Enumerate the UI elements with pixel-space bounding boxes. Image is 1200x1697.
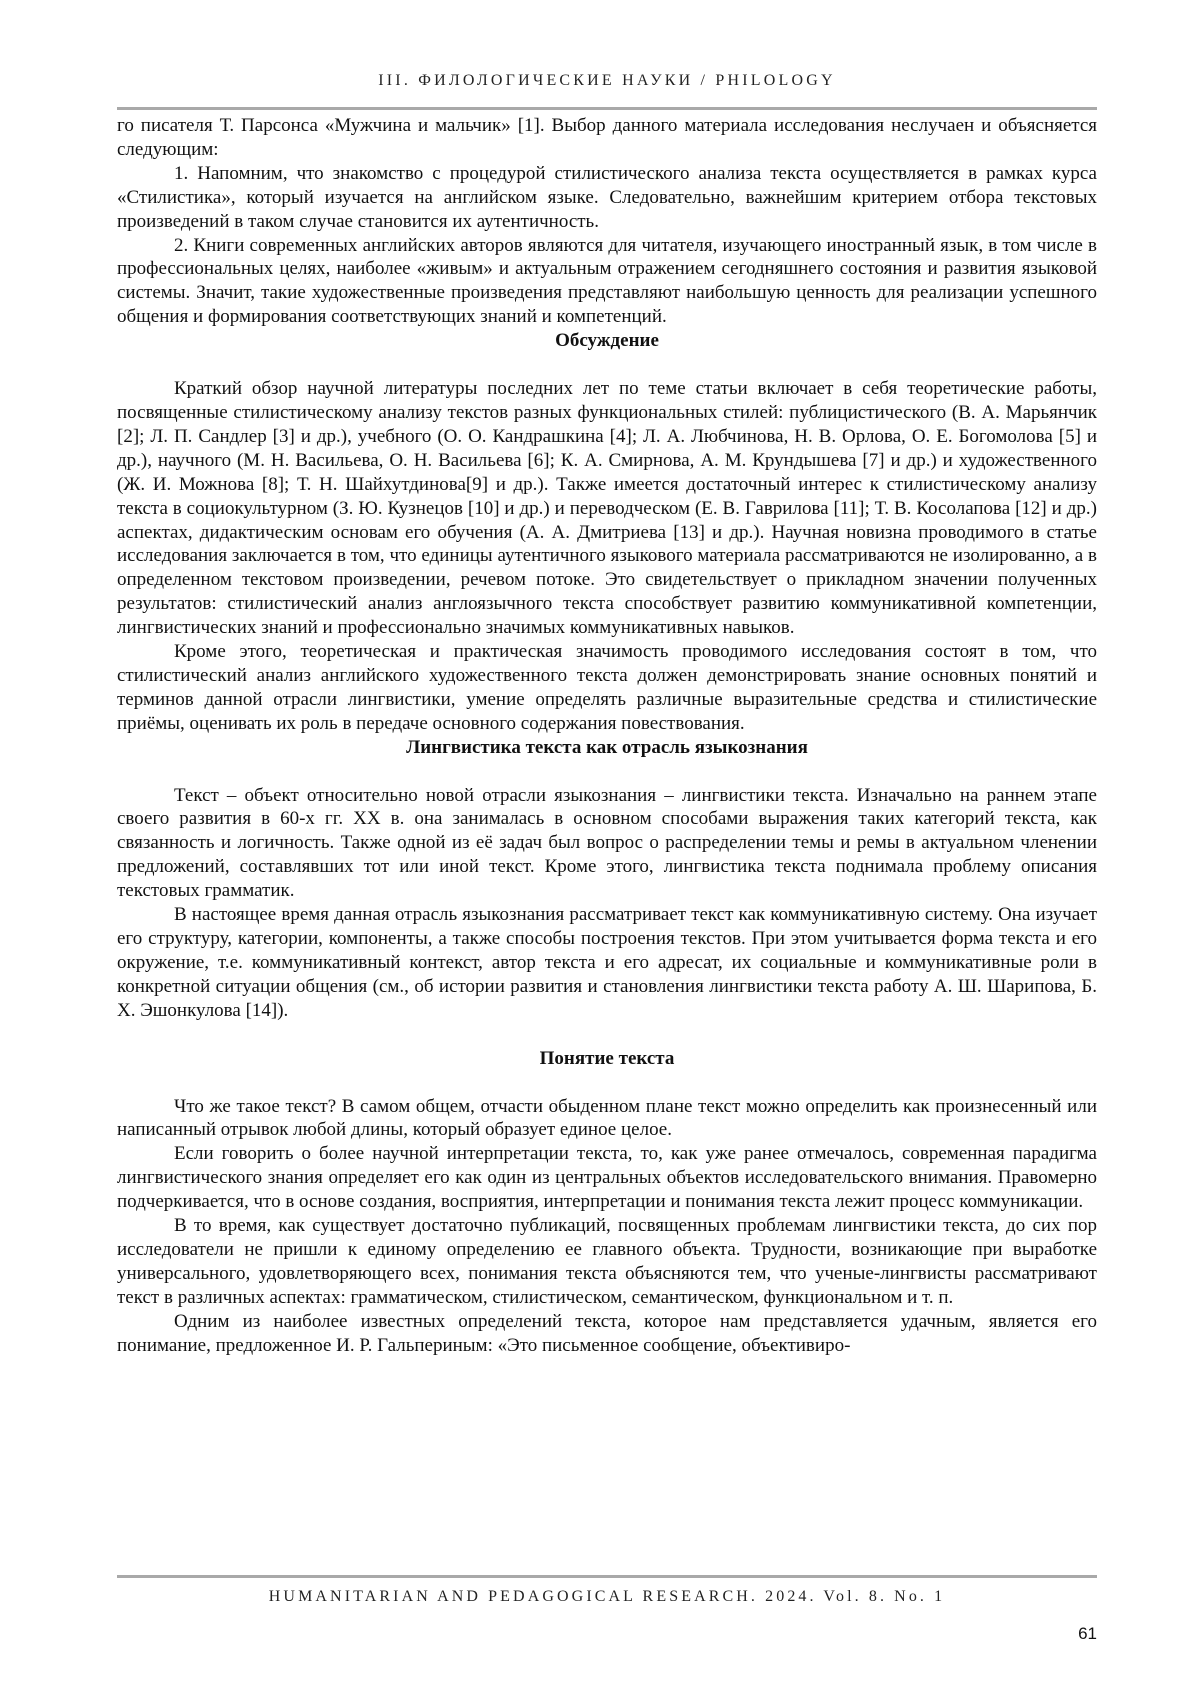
page-number: 61 (1078, 1624, 1097, 1643)
running-header: III. ФИЛОЛОГИЧЕСКИЕ НАУКИ / PHILOLOGY (378, 72, 836, 89)
paragraph-what-is-text: Что же такое текст? В самом общем, отчасти обыденном плане текст можно определить как произнесенный или написанный отрывок любой длины, который образует единое целое. (117, 1095, 1097, 1141)
paragraph-continuation: го писателя Т. Парсонса «Мужчина и мальчик» [1]. Выбор данного материала исследования неслучаен и объясняется следующим: (117, 115, 1097, 160)
paragraph-current-state: В настоящее время данная отрасль языкознания рассматривает текст как коммуникативную систему. Она изучает его структуру, категории, компоненты, а также способы построения текстов. При этом учитывается форма текста и его окружение, т.е. коммуникативный контекст, автор текста и его адресат, их социальные и коммуникативные роли в конкретной ситуации общения (см., об истории развития и становления лингвистики текста работу А. Ш. Шарипова, Б. Х. Эшонкулова [14]). (117, 904, 1097, 1021)
section-heading-text-concept: Понятие текста (539, 1047, 675, 1069)
section-heading-discussion: Обсуждение (555, 330, 659, 352)
footer-rule (117, 1575, 1097, 1578)
paragraph-text-object: Текст – объект относительно новой отрасли языкознания – лингвистики текста. Изначально на раннем этапе своего развития в 60-х гг. XX в. она занималась в основном способами выражения таких категорий текста, как связанность и логичность. Также одной из её задач был вопрос о распределении темы и ремы в актуальном членении предложений, составлявших тот или иной текст. Кроме этого, лингвистика текста поднимала проблему описания текстовых грамматик. (117, 784, 1097, 902)
paragraph-scientific-interpretation: Если говорить о более научной интерпретации текста, то, как уже ранее отмечалось, современная парадигма лингвистического знания определяет его как один из центральных объектов исследовательского внимания. Правомерно подчеркивается, что в основе создания, восприятия, интерпретации и понимания текста лежит процесс коммуникации. (117, 1143, 1097, 1213)
paragraph-literature-review: Краткий обзор научной литературы последних лет по теме статьи включает в себя теоретические работы, посвященные стилистическому анализу текстов разных функциональных стилей: публицистического (В. А. Марьянчик [2]; Л. П. Сандлер [3] и др.), учебного (О. О. Кандрашкина [4]; Л. А. Любчинова, Н. В. Орлова, О. Е. Богомолова [5] и др.), научного (М. Н. Васильева, О. Н. Васильева [6]; К. А. Смирнова, А. М. Крундышева [7] и др.) и художественного (Ж. И. Можнова [8]; Т. Н. Шайхутдинова[9] и др.). Также имеется достаточный интерес к стилистическому анализу текста в социокультурном (З. Ю. Кузнецов [10] и др.) и переводческом (Е. В. Гаврилова [11]; Т. В. Косолапова [12] и др.) аспектах, дидактическим основам его обучения (А. А. Дмитриева [13] и др.). Научная новизна проводимого в статье исследования заключается в том, что единицы аутентичного языкового материала рассматриваются не изолированно, а в определенном текстовом произведении, речевом потоке. Это свидетельствует о прикладном значении полученных результатов: стилистический анализ англоязычного текста способствует развитию коммуникативной компетенции, лингвистических знаний и профессионально значимых коммуникативных навыков. (117, 378, 1097, 639)
running-footer: HUMANITARIAN AND PEDAGOGICAL RESEARCH. 2024. Vol. 8. No. 1 (268, 1588, 946, 1605)
section-heading-text-linguistics: Лингвистика текста как отрасль языкознания (406, 736, 808, 758)
article-body (117, 114, 1097, 1358)
paragraph-definition-problem: В то время, как существует достаточно публикаций, посвященных проблемам лингвистики текста, до сих пор исследователи не пришли к единому определению ее главного объекта. Трудности, возникающие при выработке универсального, удовлетворяющего всех, понимания текста объясняются тем, что ученые-лингвисты рассматривают текст в различных аспектах: грамматическом, стилистическом, семантическом, функциональном и т. п. (117, 1215, 1097, 1308)
paragraph-galperin-definition: Одним из наиболее известных определений текста, которое нам представляется удачным, является его понимание, предложенное И. Р. Гальпериным: «Это письменное сообщение, объективиро- (117, 1310, 1097, 1356)
header-rule (117, 107, 1097, 110)
list-item-2: 2. Книги современных английских авторов являются для читателя, изучающего иностранный язык, в том числе в профессиональных целях, наиболее «живым» и актуальным отражением сегодняшнего состояния и развития языковой системы. Значит, такие художественные произведения представляют наибольшую ценность для реализации успешного общения и формирования соответствующих знаний и компетенций. (117, 234, 1097, 328)
list-item-1: 1. Напомним, что знакомство с процедурой стилистического анализа текста осуществляется в рамках курса «Стилистика», который изучается на английском языке. Следовательно, важнейшим критерием отбора текстовых произведений в таком случае становится их аутентичность. (117, 162, 1097, 232)
paragraph-significance: Кроме этого, теоретическая и практическая значимость проводимого исследования состоят в том, что стилистический анализ английского художественного текста должен демонстрировать знание основных понятий и терминов данной отрасли лингвистики, умение определять различные выразительные средства и стилистические приёмы, оценивать их роль в передаче основного содержания повествования. (117, 641, 1097, 734)
